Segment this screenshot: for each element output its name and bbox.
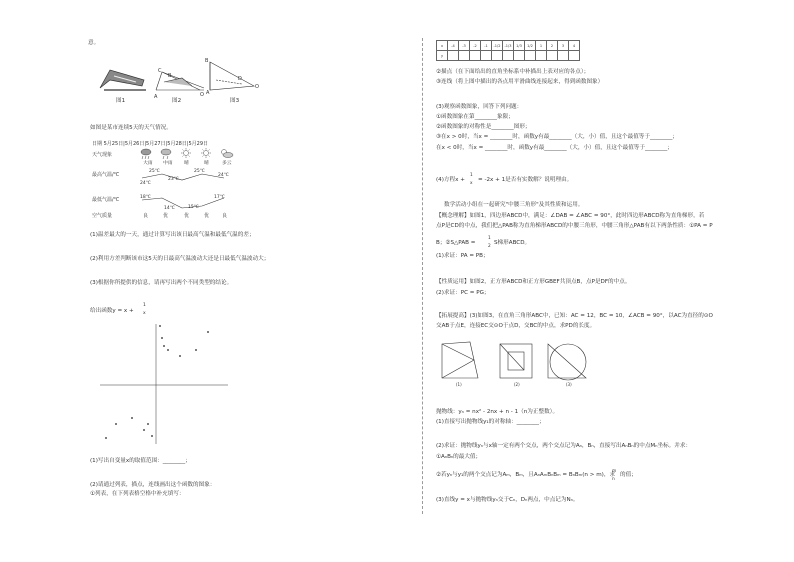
figure-2-caption: 图2 bbox=[172, 98, 182, 104]
air-2: 优 bbox=[163, 213, 169, 219]
observe-intro: (3)观察函数图象，回答下列问题： bbox=[436, 104, 523, 110]
svg-text:O: O bbox=[255, 84, 259, 90]
low-temp-line bbox=[142, 198, 224, 208]
high-temp-label: 最高气温/℃ bbox=[92, 172, 120, 178]
weather-question-3: (3)根据你所提供的信息，请再写出两个不同类型的结论。 bbox=[90, 280, 233, 286]
figure-squares bbox=[500, 344, 532, 378]
air-1: 良 bbox=[143, 213, 149, 219]
weather-intro: 如图是某市连续5天的天气情况。 bbox=[90, 125, 172, 131]
cond-4: 晴 bbox=[204, 161, 209, 166]
parabola-3: (2)求证：抛物线yₙ与x轴一定有两个交点，两个交点记为Aₙ，Bₙ，直接写出AₙBₙ的中点Mₙ坐标。并求： bbox=[436, 443, 692, 449]
high-4: 25℃ bbox=[194, 169, 205, 174]
figure-1-drawing bbox=[100, 70, 146, 90]
table-cell: -2 bbox=[470, 41, 481, 51]
table-cell: 2 bbox=[547, 41, 558, 51]
moderate-rain-icon bbox=[161, 149, 171, 159]
parabola-6: (3)直线y = x与抛物线yₙ交于Cₙ，Dₙ两点，中点记为Nₙ。 bbox=[436, 497, 579, 503]
svg-text:D: D bbox=[238, 76, 242, 82]
function-intro: 给出函数y = x + bbox=[90, 308, 134, 314]
function-frac-num: 1 bbox=[143, 303, 146, 308]
weather-row-label: 天气现象 bbox=[92, 152, 113, 158]
figure-3-drawing bbox=[210, 62, 254, 90]
cond-2: 中雨 bbox=[163, 161, 173, 166]
figure-2-drawing bbox=[156, 72, 204, 90]
svg-text:B: B bbox=[205, 58, 209, 64]
table-cell: x bbox=[437, 41, 448, 51]
concept-3b: S梯形ABCD。 bbox=[494, 240, 531, 246]
table-cell: -1/3 bbox=[503, 41, 514, 51]
weather-question-2: (2)利用方差判断该市这5天的日最高气温波动大还是日最低气温波动大； bbox=[90, 256, 270, 262]
parabola-1: 抛物线：yₙ = nx² - 2nx + n - 1（n为正整数）。 bbox=[436, 409, 559, 415]
top-fragment: 意。 bbox=[88, 40, 100, 46]
table-cell: -1/2 bbox=[492, 41, 503, 51]
apply-1: 【性质运用】如图2，正方形ABCD和正方形GBEF共顶点B，点P是DF的中点。 bbox=[436, 279, 631, 285]
weather-icons bbox=[138, 148, 238, 160]
parabola-4: ①AₙBₙ的最大值； bbox=[436, 454, 482, 460]
table-cell: 1/3 bbox=[514, 41, 525, 51]
weather-dates: 日期 5月25日|5月26日|5月27日|5月28日|5月29日 bbox=[92, 141, 209, 147]
observe-4: 在x < 0时，当x = ________时，函数y有最________（大，小）值，且这个最值等于________； bbox=[436, 145, 673, 151]
high-2: 25℃ bbox=[149, 169, 160, 174]
low-1: 18℃ bbox=[140, 195, 151, 200]
function-question-3: ①列表，在下列表格空格中补充填写： bbox=[90, 491, 185, 497]
table-cell: 4 bbox=[569, 41, 580, 51]
function-coordinate-plot bbox=[96, 320, 236, 448]
sun-icon bbox=[201, 148, 211, 158]
parabola-5: ②若yₙ与y₁的两个交点记为Aₘ，Bₘ，且AₙAₘBₙBₘ = BₙBₘ(n > m)，求 bbox=[436, 472, 616, 478]
concept-2: 点P是CD的中点，我们把△PAB称为直角梯形ABCD的中腰三角形，中腰三角形△PAB有以下两条性质：①PA = P bbox=[436, 223, 713, 229]
sun-icon bbox=[181, 148, 191, 158]
function-frac-den: x bbox=[143, 311, 146, 316]
column-divider bbox=[422, 38, 423, 514]
table-cell: -4 bbox=[448, 41, 459, 51]
figure-trapezoid bbox=[442, 342, 478, 378]
high-1: 24℃ bbox=[140, 181, 151, 186]
step-connect: ③连线（将上图中描出的各点用平滑曲线连接起来，得到函数图象） bbox=[436, 79, 604, 85]
svg-text:O: O bbox=[200, 92, 204, 98]
svg-text:C: C bbox=[158, 68, 162, 74]
air-4: 优 bbox=[204, 213, 210, 219]
plotted-points bbox=[105, 325, 209, 439]
svg-text:A: A bbox=[206, 90, 210, 96]
observe-3: ③在x > 0时，当x = ________时，函数y有最________（大，小）值，且这个最值等于________； bbox=[436, 134, 678, 140]
extension-2: 交AB于点E，连接EC交⊙O于点D，交BC的中点，求PD的长度。 bbox=[436, 323, 596, 329]
partly-cloudy-icon bbox=[222, 150, 234, 158]
svg-text:B: B bbox=[168, 73, 172, 79]
function-question-2: (2)请通过列表，描点，连线画出这个函数的图象： bbox=[90, 482, 216, 488]
parabola-2: (1)直接写出抛物线y₁的对称轴：________； bbox=[436, 419, 545, 425]
figure-3-caption: 图3 bbox=[230, 98, 240, 104]
table-cell: 1/2 bbox=[525, 41, 536, 51]
figure-circle bbox=[548, 344, 586, 380]
parabola-5b: 的值； bbox=[620, 472, 637, 478]
fig-label-3: (3) bbox=[566, 382, 572, 387]
quad-title: 数学活动小组在一起研究"中腰三角形"及其性质和运用。 bbox=[444, 202, 584, 208]
low-3: 14℃ bbox=[164, 206, 175, 211]
fig-label-1: (1) bbox=[456, 382, 462, 387]
air-3: 优 bbox=[184, 213, 190, 219]
cond-1: 大雨 bbox=[143, 161, 153, 166]
function-question-1: (1)写出自变量x的取值范围：________； bbox=[90, 458, 191, 464]
table-cell: 3 bbox=[558, 41, 569, 51]
low-4: 15℃ bbox=[188, 205, 199, 210]
high-5: 24℃ bbox=[218, 173, 229, 178]
q4-part-b: = -2x + 1是否有实数解？说明理由。 bbox=[478, 177, 573, 183]
air-label: 空气质量 bbox=[92, 213, 113, 219]
high-3: 23℃ bbox=[168, 177, 179, 182]
cond-5: 多云 bbox=[222, 161, 232, 166]
extension-1: 【拓展提高】(3)如图3，在直角三角形ABC中，已知：AC = 12，BC = 10，∠ACB = 90°，以AC为直径的⊙O bbox=[436, 313, 713, 319]
concept-4: (1)求证：PA = PB； bbox=[436, 253, 489, 259]
q4-part-a: (4)方程x + bbox=[436, 177, 465, 183]
step-plot: ②描点（在下面给出的直角坐标系中补描出上表对应的各点）； bbox=[436, 69, 590, 75]
apply-2: (2)求证：PC = PG； bbox=[436, 290, 490, 296]
table-cell: -1 bbox=[481, 41, 492, 51]
observe-1: ①函数图象在第________象限； bbox=[436, 114, 514, 120]
weather-question-1: (1)温差最大的一天，通过计算写出该日最高气温和最低气温的差； bbox=[90, 232, 255, 238]
value-table: x -4 -3 -2 -1 -1/2 -1/3 1/3 1/2 1 2 3 4 y bbox=[436, 40, 580, 61]
concept-1: 【概念理解】如图1，四边形ABCD中，满足：∠DAB = ∠ABC = 90°，此时四边形ABCD称为直角梯形，若 bbox=[436, 213, 705, 219]
table-cell: 1 bbox=[536, 41, 547, 51]
low-5: 17℃ bbox=[214, 195, 225, 200]
observe-2: ②函数图象的对称性是________图形； bbox=[436, 124, 531, 130]
table-cell: -3 bbox=[459, 41, 470, 51]
svg-text:A: A bbox=[154, 94, 158, 100]
concept-3: B；②S△PAB = bbox=[436, 240, 476, 246]
fig-label-2: (2) bbox=[514, 382, 520, 387]
cond-3: 晴 bbox=[184, 161, 189, 166]
figure-1-caption: 图1 bbox=[116, 98, 126, 104]
air-5: 良 bbox=[222, 213, 228, 219]
low-temp-label: 最低气温/℃ bbox=[92, 197, 120, 203]
heavy-rain-icon bbox=[141, 149, 151, 159]
